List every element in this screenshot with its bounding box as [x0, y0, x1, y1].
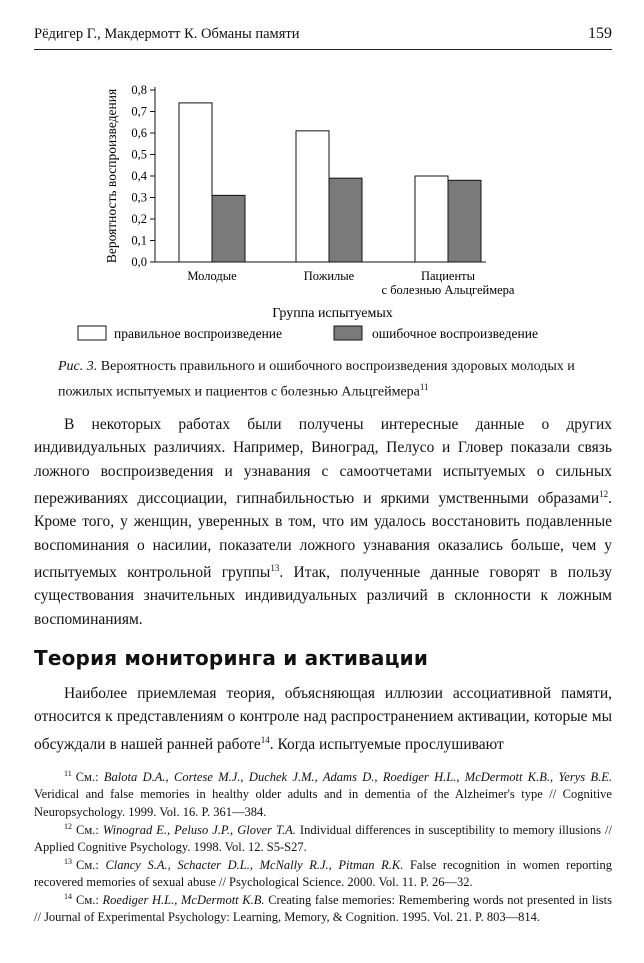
x-tick-label: Пациенты — [420, 269, 476, 283]
caption-lead: Рис. 3. — [58, 359, 98, 374]
footnote-number: 14 — [64, 892, 72, 901]
footnote — [34, 765, 612, 821]
x-axis-label: Группа испытуемых — [272, 306, 393, 321]
paragraph-text: . Кроме того, у женщин, уверенных в том, что им удалось восстановить подавленные воспоминания о насилии, показатели ложного узнавания оказались больше, чем у испытуемых контрольной группы — [34, 490, 612, 582]
footnote-authors: Clancy S.A., Schacter D.L., McNally R.J., Pitman R.K. — [105, 858, 404, 873]
caption-ref: 11 — [419, 382, 429, 392]
y-tick-label: 0,0 — [131, 255, 147, 269]
legend-swatch — [78, 326, 106, 340]
legend-swatch — [334, 326, 362, 340]
footnote-prefix: См.: — [76, 823, 103, 838]
footnote-number: 11 — [64, 769, 72, 778]
x-tick-label: Пожилые — [303, 269, 355, 283]
footnote-text: Creating false memories: Remembering words not presented in lists // Journal of Experimental Psychology: Learning, Memory, & Cognition. 1995. Vol. 21. P. 803—814. — [34, 893, 612, 925]
footnote-ref: 14 — [260, 734, 270, 745]
footnote-prefix: См.: — [75, 770, 104, 785]
footnote — [34, 888, 612, 927]
running-title: Рёдигер Г., Макдермотт К. Обманы памяти — [34, 26, 300, 42]
figure-caption — [58, 357, 598, 403]
bar — [296, 131, 329, 262]
footnote-text: False recognition in women reporting recovered memories of sexual abuse // Psychological Science. 2000. Vol. 11. P. 26—32. — [34, 858, 612, 890]
paragraph-text: . Когда испытуемые прослушивают — [269, 735, 504, 753]
caption-text: Вероятность правильного и ошибочного воспроизведения здоровых молодых и пожилых испытуемых и пациентов с болезнью Альцгеймера — [58, 359, 575, 400]
footnote-ref: 12 — [599, 488, 609, 499]
y-tick-label: 0,6 — [131, 126, 147, 140]
footnote — [34, 853, 612, 892]
bar — [179, 103, 212, 262]
legend-label: ошибочное воспроизведение — [372, 326, 538, 341]
footnote-authors: Roediger H.L., McDermott K.B. — [102, 893, 265, 908]
x-tick-label: с болезнью Альцгеймера — [381, 283, 515, 297]
page-number: 159 — [588, 25, 612, 42]
y-tick-label: 0,1 — [131, 233, 147, 248]
y-tick-label: 0,7 — [131, 104, 147, 119]
paragraph-text: Наиболее приемлемая теория, объясняющая иллюзии ассоциативной памяти, относится к представлениям о контроле над распространением активации, которые мы обсуждали в нашей ранней работе — [34, 685, 612, 753]
footnote-number: 12 — [64, 822, 72, 831]
footnote-authors: Balota D.A., Cortese M.J., Duchek J.M., Adams D., Roediger H.L., McDermott K.B., Yerys B.E. — [103, 770, 612, 785]
paragraph-text: В некоторых работах были получены интересные данные о других индивидуальных различиях. Например, Виноград, Пелусо и Гловер показали связь ложного воспроизведения и узнавания с самоотчетами испытуемых о сильных переживаниях диссоциации, гипнабильностью и яркими умственными образами — [34, 416, 612, 508]
bar — [329, 178, 362, 262]
footnote-ref: 13 — [270, 562, 280, 573]
y-tick-label: 0,3 — [131, 190, 147, 205]
footnote — [34, 818, 612, 857]
bar-chart — [0, 0, 644, 350]
legend-label: правильное воспроизведение — [114, 326, 283, 341]
y-tick-label: 0,2 — [131, 212, 147, 226]
x-tick-label: Молодые — [187, 269, 237, 283]
footnote-text: Veridical and false memories in healthy older adults and in dementia of the Alzheimer's type // Cognitive Neuropsychology. 1999. Vol. 16. P. 361—384. — [34, 787, 612, 819]
y-tick-label: 0,5 — [131, 147, 147, 162]
paragraph-text: . Итак, полученные данные говорят в пользу существования значительных индивидуальных различий в склонности к ложным воспоминаниям. — [34, 564, 613, 628]
bar — [415, 176, 448, 262]
y-tick-label: 0,8 — [131, 83, 147, 97]
footnote-number: 13 — [64, 857, 72, 866]
footnote-prefix: См.: — [76, 893, 103, 908]
section-title: Теория мониторинга и активации — [34, 646, 429, 670]
y-tick-label: 0,4 — [131, 169, 147, 183]
footnote-authors: Winograd E., Peluso J.P., Glover T.A. — [102, 823, 296, 838]
footnote-prefix: См.: — [76, 858, 106, 873]
bar — [212, 195, 245, 262]
footnote-text: Individual differences in susceptibility to memory illusions // Applied Cognitive Psychology. 1998. Vol. 12. S5-S27. — [34, 823, 612, 855]
y-axis-label: Вероятность воспроизведения — [104, 88, 119, 264]
bar — [448, 180, 481, 262]
body-paragraph-1 — [34, 413, 612, 631]
body-paragraph-2 — [34, 682, 612, 756]
